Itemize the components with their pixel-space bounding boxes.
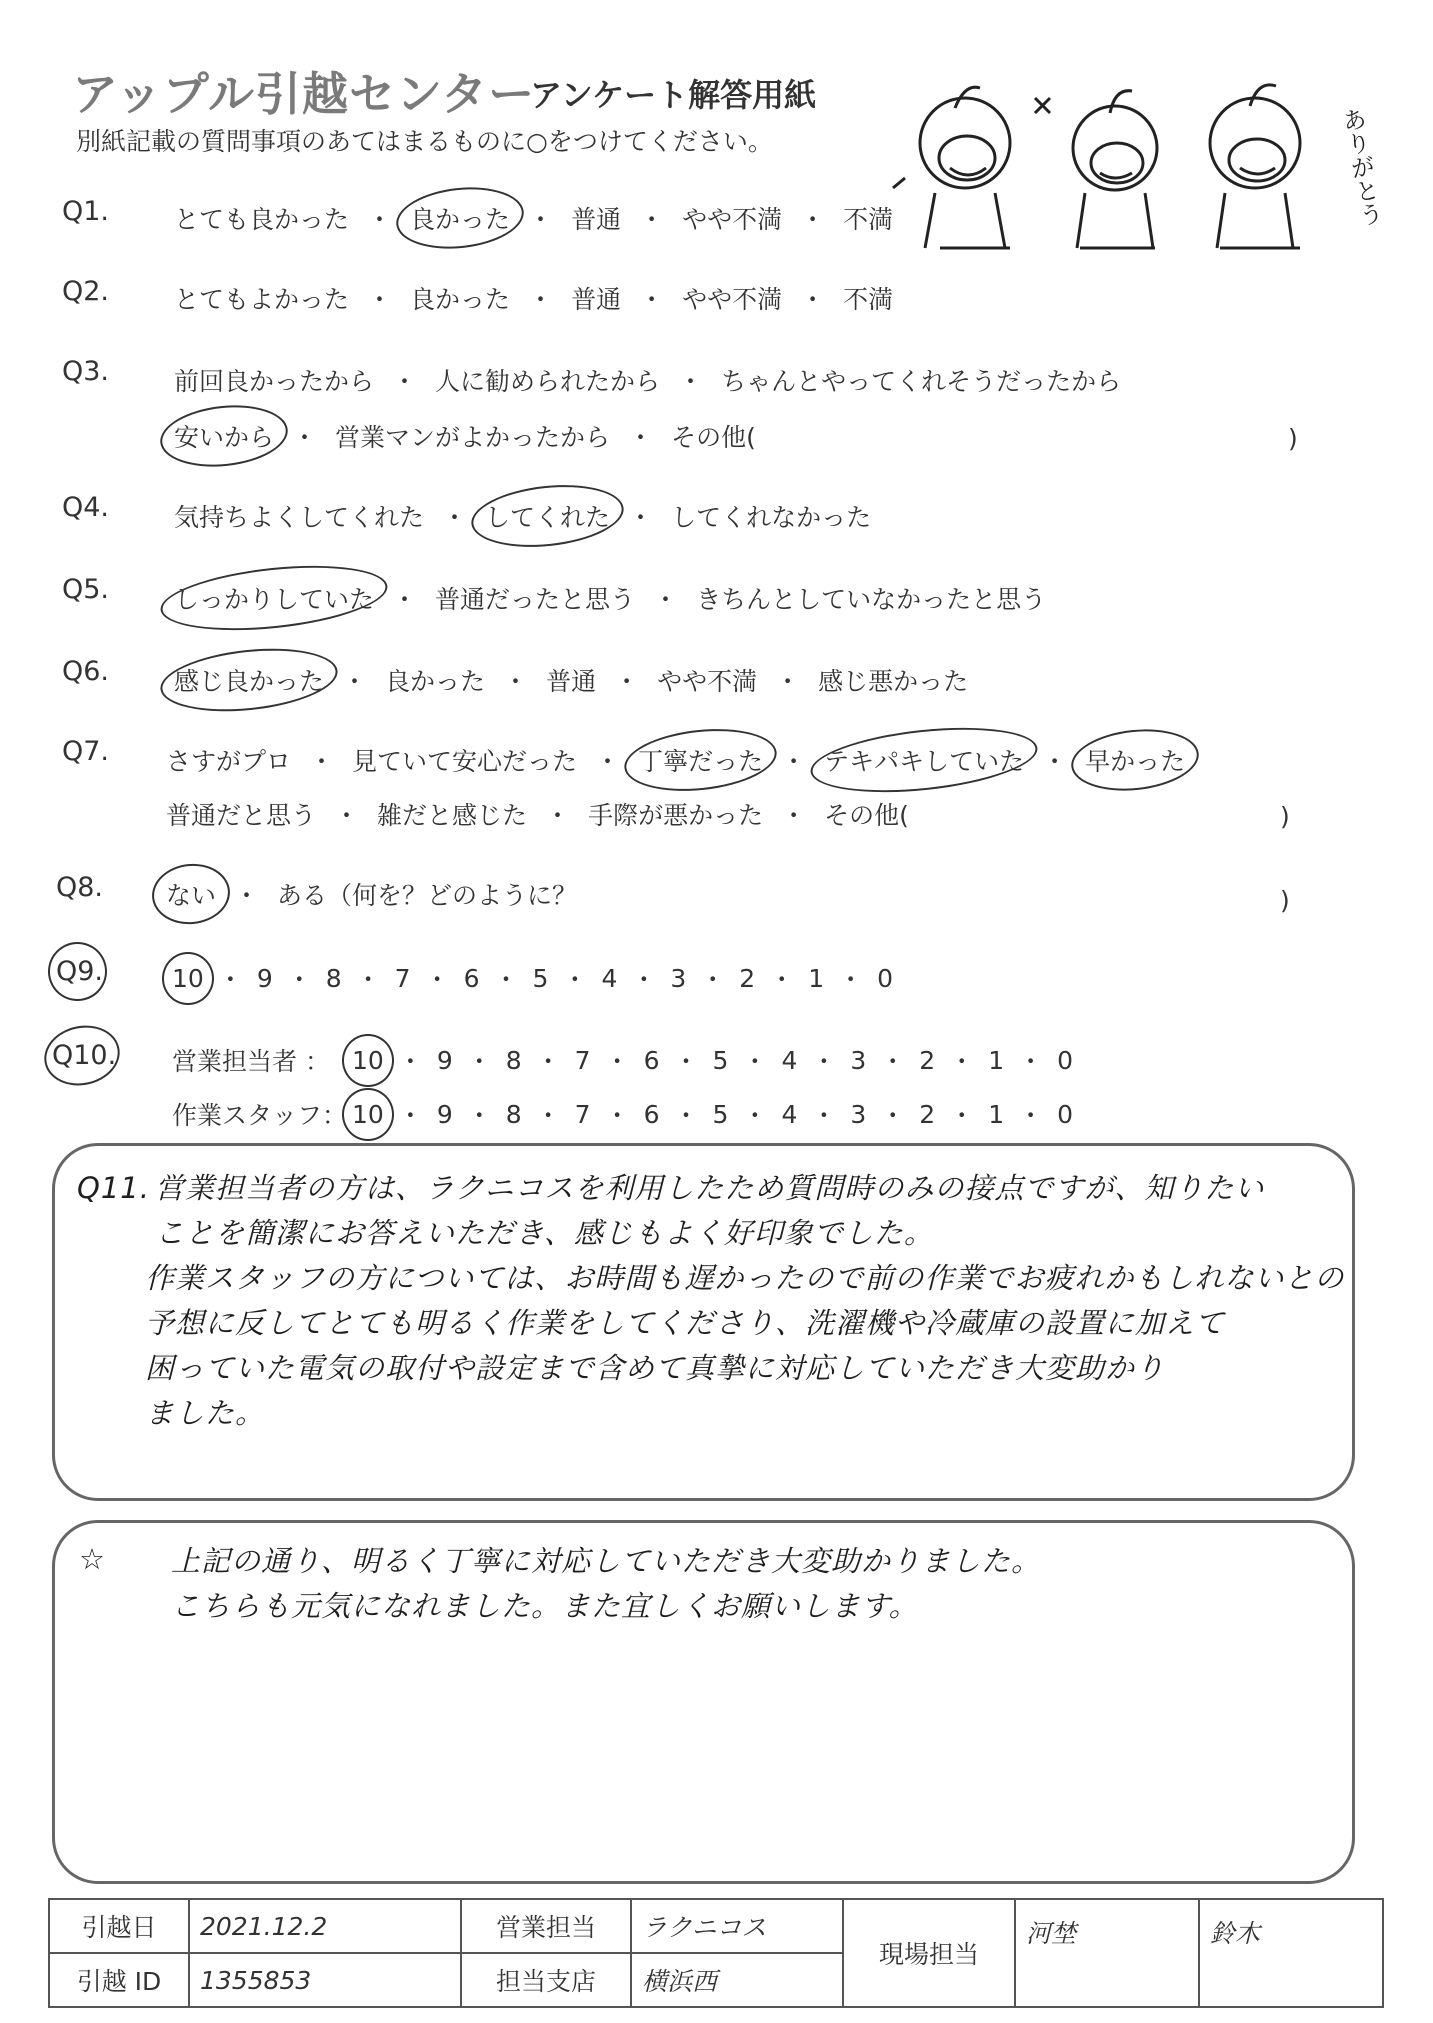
q5-label: Q5. xyxy=(62,574,110,605)
comment-line: ことを簡潔にお答えいただき、感じもよく好印象でした。 xyxy=(155,1216,934,1250)
q2-label: Q2. xyxy=(62,276,110,307)
q3-option-selected[interactable]: 安いから xyxy=(174,418,274,454)
q9-score[interactable]: 7 xyxy=(394,963,411,993)
site-label: 現場担当 xyxy=(843,1899,1015,2007)
q1-option-selected[interactable]: 良かった xyxy=(410,200,510,236)
comment-line: ました。 xyxy=(145,1396,266,1430)
q7-option[interactable]: 雑だと感じた xyxy=(377,801,528,830)
q10-staff-score[interactable]: 0 xyxy=(1057,1099,1074,1129)
q5-options: しっかりしていた ・ 普通だったと思う ・ きちんとしていなかったと思う xyxy=(174,580,1046,616)
q10-staff-score[interactable]: 5 xyxy=(712,1099,729,1129)
q1-option[interactable]: とても良かった xyxy=(174,205,350,234)
company-brand: アップル引越センター xyxy=(72,67,536,121)
monkey-2-icon xyxy=(1035,91,1157,248)
sales-label: 営業担当 xyxy=(461,1899,631,1953)
q3-option[interactable]: 営業マンがよかったから xyxy=(335,423,611,452)
q9-score[interactable]: 4 xyxy=(601,963,618,993)
free-comment-text xyxy=(171,1539,1041,1629)
q10-staff-score[interactable]: 9 xyxy=(436,1099,453,1129)
q1-option[interactable]: 不満 xyxy=(843,205,894,234)
q7-options-line2: 普通だと思う ・ 雑だと感じた ・ 手際が悪かった ・ その他( xyxy=(166,796,909,832)
q7-option-selected[interactable]: 丁寧だった xyxy=(638,742,763,778)
q7-options-line1: さすがプロ ・ 見ていて安心だった ・ 丁寧だった ・ テキパキしていた ・ 早かった xyxy=(166,742,1185,778)
q3-option-other[interactable]: その他( xyxy=(671,423,756,452)
q5-option[interactable]: きちんとしていなかったと思う xyxy=(696,585,1047,614)
q2-option[interactable]: やや不満 xyxy=(682,285,783,314)
comment-line: 予想に反してとても明るく作業をしてくださり、洗濯機や冷蔵庫の設置に加えて xyxy=(145,1306,1226,1340)
q4-label: Q4. xyxy=(62,492,110,523)
q9-score[interactable]: 1 xyxy=(808,963,825,993)
branch-value[interactable]: 横浜西 xyxy=(631,1953,843,2007)
comment-line: 営業担当者の方は、ラクニコスを利用したため質問時のみの接点ですが、知りたい xyxy=(155,1171,1265,1205)
q1-options: とても良かった ・ 良かった ・ 普通 ・ やや不満 ・ 不満 xyxy=(174,200,893,236)
mascot-caption: ありがとう xyxy=(1336,105,1385,229)
q1-option[interactable]: 普通 xyxy=(571,205,622,234)
form-title: アンケート解答用紙 xyxy=(530,76,817,114)
q7-option-selected[interactable]: 早かった xyxy=(1085,742,1185,778)
q10-staff-score[interactable]: 1 xyxy=(988,1099,1005,1129)
monkey-1-icon xyxy=(893,87,1010,248)
comment-line: 上記の通り、明るく丁寧に対応していただき大変助かりました。 xyxy=(171,1544,1042,1578)
move-id-label: 引越 ID xyxy=(49,1953,189,2007)
q10-staff-score-selected[interactable]: 10 xyxy=(352,1099,384,1129)
q11-comment-text xyxy=(145,1166,1345,1436)
site-staff-1[interactable]: 河埜 xyxy=(1015,1899,1199,2007)
q4-option[interactable]: 気持ちよくしてくれた xyxy=(174,503,425,532)
comment-box-free[interactable] xyxy=(52,1520,1355,1884)
move-date-label: 引越日 xyxy=(49,1899,189,1953)
q1-option[interactable]: やや不満 xyxy=(682,205,783,234)
q10-sales-score[interactable]: 2 xyxy=(919,1045,936,1075)
q7-option[interactable]: 手際が悪かった xyxy=(588,801,764,830)
q2-option[interactable]: 良かった xyxy=(410,285,511,314)
q6-option[interactable]: やや不満 xyxy=(657,667,758,696)
monkey-3-icon xyxy=(1210,85,1300,248)
q3-option[interactable]: 人に勧められたから xyxy=(435,367,661,396)
comment-line: こちらも元気になれました。また宜しくお願いします。 xyxy=(171,1589,919,1623)
q10-staff-score[interactable]: 6 xyxy=(643,1099,660,1129)
q5-option-selected[interactable]: しっかりしていた xyxy=(174,580,374,616)
q9-score[interactable]: 9 xyxy=(256,963,273,993)
q10-sales-score-selected[interactable]: 10 xyxy=(352,1045,384,1075)
q1-label: Q1. xyxy=(62,196,110,227)
q5-option[interactable]: 普通だったと思う xyxy=(435,585,636,614)
q8-paren-close: ) xyxy=(1280,886,1290,915)
q6-option[interactable]: 良かった xyxy=(385,667,486,696)
q6-option-selected[interactable]: 感じ良かった xyxy=(174,662,324,698)
q9-score[interactable]: 3 xyxy=(670,963,687,993)
q10-sales-score[interactable]: 9 xyxy=(436,1045,453,1075)
q7-option-selected[interactable]: テキパキしていた xyxy=(824,742,1024,778)
q10-label: Q10. xyxy=(52,1040,117,1071)
q3-options-line1: 前回良かったから ・ 人に勧められたから ・ ちゃんとやってくれそうだったから xyxy=(174,362,1121,398)
q7-option[interactable]: 見ていて安心だった xyxy=(352,747,578,776)
q8-option[interactable]: ある（何を？どのように？ xyxy=(277,881,578,910)
q10-staff-scale: 作業スタッフ： 10 ・ 9 ・ 8 ・ 7 ・ 6 ・ 5 ・ 4 ・ 3 ・ 2 ・ 1 ・ 0 xyxy=(172,1096,1073,1132)
q10-staff-score[interactable]: 3 xyxy=(850,1099,867,1129)
instruction-text: 別紙記載の質問事項のあてはまるものに○をつけてください。 xyxy=(76,127,773,156)
q9-score[interactable]: 5 xyxy=(532,963,549,993)
q10-staff-score[interactable]: 7 xyxy=(574,1099,591,1129)
q9-score[interactable]: 8 xyxy=(325,963,342,993)
site-staff-2[interactable]: 鈴木 xyxy=(1199,1899,1383,2007)
q3-option[interactable]: ちゃんとやってくれそうだったから xyxy=(721,367,1122,396)
q9-label: Q9. xyxy=(56,956,104,987)
q7-option[interactable]: さすがプロ xyxy=(166,747,292,776)
comment-box-q11[interactable] xyxy=(52,1143,1355,1501)
move-id-value[interactable]: 1355853 xyxy=(189,1953,461,2007)
q8-options: ない ・ ある（何を？どのように？ xyxy=(166,876,577,912)
q4-options: 気持ちよくしてくれた ・ してくれた ・ してくれなかった xyxy=(174,498,871,534)
q11-label: Q11. xyxy=(77,1171,150,1205)
q7-label: Q7. xyxy=(62,736,110,767)
q10-sales-score[interactable]: 0 xyxy=(1057,1045,1074,1075)
q9-score[interactable]: 2 xyxy=(739,963,756,993)
q8-label: Q8. xyxy=(56,872,104,903)
q2-options: とてもよかった ・ 良かった ・ 普通 ・ やや不満 ・ 不満 xyxy=(174,280,893,316)
q2-option[interactable]: 普通 xyxy=(571,285,622,314)
q4-option-selected[interactable]: してくれた xyxy=(485,498,610,534)
q3-options-line2: 安いから ・ 営業マンがよかったから ・ その他( xyxy=(174,418,756,454)
q10-staff-score[interactable]: 4 xyxy=(781,1099,798,1129)
q10-sales-scale: 営業担当者 ： 10 ・ 9 ・ 8 ・ 7 ・ 6 ・ 5 ・ 4 ・ 3 ・ 2 ・ 1 ・ 0 xyxy=(172,1042,1073,1078)
star-icon: ☆ xyxy=(79,1542,106,1576)
q3-label: Q3. xyxy=(62,356,110,387)
q6-label: Q6. xyxy=(62,656,110,687)
q9-score[interactable]: 0 xyxy=(877,963,894,993)
q7-option[interactable]: 普通だと思う xyxy=(166,801,317,830)
q7-option-other[interactable]: その他( xyxy=(824,801,909,830)
q7-paren-close: ) xyxy=(1280,802,1290,831)
q3-option[interactable]: 前回良かったから xyxy=(174,367,375,396)
q6-option[interactable]: 普通 xyxy=(546,667,597,696)
q9-score-selected[interactable]: 10 xyxy=(172,963,204,993)
q2-option[interactable]: 不満 xyxy=(843,285,894,314)
q10-sales-score[interactable]: 1 xyxy=(988,1045,1005,1075)
comment-line: 困っていた電気の取付や設定まで含めて真摯に対応していただき大変助かり xyxy=(145,1351,1166,1385)
footer-info-table xyxy=(48,1898,1384,2008)
q4-option[interactable]: してくれなかった xyxy=(671,503,872,532)
sales-value[interactable]: ラクニコス xyxy=(631,1899,843,1953)
q6-options: 感じ良かった ・ 良かった ・ 普通 ・ やや不満 ・ 感じ悪かった xyxy=(174,662,968,698)
q3-paren-close: ) xyxy=(1288,424,1298,453)
q9-score[interactable]: 6 xyxy=(463,963,480,993)
q10-sales-score[interactable]: 5 xyxy=(712,1045,729,1075)
move-date-value[interactable]: 2021.12.2 xyxy=(189,1899,461,1953)
q9-scale: 10 ・ 9 ・ 8 ・ 7 ・ 6 ・ 5 ・ 4 ・ 3 ・ 2 ・ 1 ・ 0 xyxy=(172,963,894,994)
q10-staff-label: 作業スタッフ： xyxy=(172,1101,348,1130)
q10-staff-score[interactable]: 2 xyxy=(919,1099,936,1129)
q10-sales-score[interactable]: 3 xyxy=(850,1045,867,1075)
q8-option-selected[interactable]: ない xyxy=(166,876,216,912)
branch-label: 担当支店 xyxy=(461,1953,631,2007)
comment-line: 作業スタッフの方については、お時間も遅かったので前の作業でお疲れかもしれないとの xyxy=(145,1261,1345,1295)
q10-sales-score[interactable]: 8 xyxy=(505,1045,522,1075)
q10-sales-score[interactable]: 7 xyxy=(574,1045,591,1075)
q10-sales-label: 営業担当者 ： xyxy=(172,1047,330,1076)
q6-option[interactable]: 感じ悪かった xyxy=(818,667,969,696)
q2-option[interactable]: とてもよかった xyxy=(174,285,350,314)
monkey-mascots-illustration xyxy=(895,68,1385,258)
q10-staff-score[interactable]: 8 xyxy=(505,1099,522,1129)
q10-sales-score[interactable]: 4 xyxy=(781,1045,798,1075)
q10-sales-score[interactable]: 6 xyxy=(643,1045,660,1075)
